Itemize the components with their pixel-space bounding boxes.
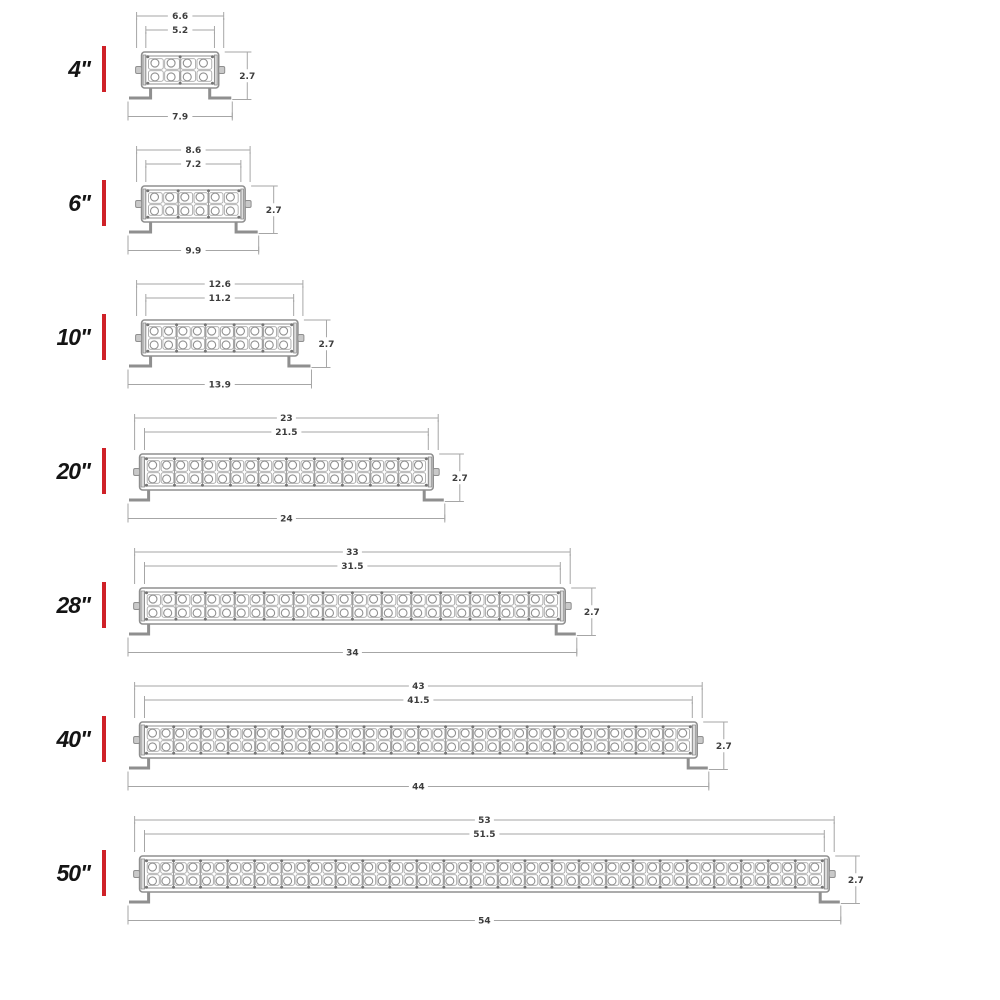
size-row-40in	[48, 676, 1000, 804]
dim-top-outer	[135, 548, 571, 558]
size-label-group	[48, 314, 106, 360]
dimension-label: 13.9	[208, 380, 231, 391]
size-row-50in	[48, 810, 1000, 938]
size-label-group	[48, 448, 106, 494]
accent-tick	[102, 180, 106, 226]
dimension-label: 2.7	[265, 205, 282, 216]
dimension-label: 44	[412, 782, 425, 793]
dim-top-inner	[145, 696, 693, 706]
led-grid	[147, 727, 689, 753]
end-cap-left	[141, 457, 144, 487]
dim-height	[319, 320, 335, 368]
dimension-label: 2.7	[715, 741, 732, 752]
end-cap-right	[428, 457, 431, 487]
lightbar-drawing-40in	[120, 676, 1000, 804]
dim-bottom	[128, 917, 841, 927]
dimension-label: 31.5	[341, 562, 364, 572]
lightbar-drawing-28in	[120, 542, 1000, 670]
dim-height	[239, 52, 255, 100]
dimension-label: 8.6	[185, 146, 202, 156]
size-row-4in	[48, 6, 1000, 134]
bolt-left	[134, 469, 140, 476]
size-label-group	[48, 582, 106, 628]
lightbar-body	[136, 320, 304, 356]
dim-top-outer	[135, 414, 439, 424]
lightbar-drawing-10in	[120, 274, 1000, 402]
size-label: 40"	[56, 725, 90, 752]
accent-tick	[102, 582, 106, 628]
accent-tick	[102, 448, 106, 494]
dimension-label: 41.5	[407, 696, 430, 706]
end-cap-right	[824, 859, 827, 889]
bolt-right	[219, 67, 225, 74]
dim-height	[266, 186, 282, 234]
bolt-left	[134, 603, 140, 610]
lightbar-drawing-20in	[120, 408, 1000, 536]
dimension-label: 11.2	[208, 294, 231, 304]
dim-top-inner	[146, 160, 241, 170]
bolt-right	[829, 871, 835, 878]
dimension-label: 12.6	[208, 280, 231, 290]
bolt-right	[245, 201, 251, 208]
dim-height	[452, 454, 468, 502]
dimension-label: 33	[346, 548, 359, 558]
dim-bottom	[128, 515, 445, 525]
dimension-label: 7.2	[185, 160, 202, 170]
accent-tick	[102, 314, 106, 360]
dim-top-outer	[135, 816, 835, 826]
lightbar-drawing-50in	[120, 810, 1000, 938]
dimension-label: 7.9	[172, 112, 189, 123]
dimension-label: 54	[478, 916, 491, 927]
dim-top-outer	[137, 146, 251, 156]
dim-height	[848, 856, 864, 904]
bolt-right	[298, 335, 304, 342]
dimension-label: 2.7	[239, 71, 256, 82]
dim-top-inner	[145, 830, 825, 840]
dim-bottom	[128, 381, 311, 391]
dimension-label: 23	[280, 414, 293, 424]
dim-top-inner	[146, 26, 215, 36]
dimension-label: 2.7	[451, 473, 468, 484]
bolt-left	[136, 201, 142, 208]
size-label: 4"	[68, 55, 90, 82]
end-cap-left	[141, 725, 144, 755]
size-label-group	[48, 850, 106, 896]
dimension-label: 53	[478, 816, 491, 826]
dimension-label: 21.5	[275, 428, 298, 438]
dim-top-inner	[145, 562, 561, 572]
lightbar-body	[134, 856, 836, 892]
size-label-group	[48, 716, 106, 762]
bolt-right	[697, 737, 703, 744]
end-cap-right	[560, 591, 563, 621]
dimension-label: 43	[412, 682, 425, 692]
size-label-group	[48, 46, 106, 92]
size-label: 10"	[56, 323, 90, 350]
bolt-left	[136, 67, 142, 74]
dim-bottom	[128, 247, 259, 257]
accent-tick	[102, 46, 106, 92]
dim-top-outer	[137, 280, 303, 290]
size-label: 28"	[56, 591, 90, 618]
dim-bottom	[128, 649, 577, 659]
dim-height	[584, 588, 600, 636]
size-row-20in	[48, 408, 1000, 536]
lightbar-drawing-6in	[120, 140, 1000, 268]
size-label: 50"	[56, 859, 90, 886]
bolt-left	[134, 871, 140, 878]
dimension-label: 2.7	[847, 875, 864, 886]
size-label: 20"	[56, 457, 90, 484]
bolt-left	[136, 335, 142, 342]
bolt-left	[134, 737, 140, 744]
dimension-label: 2.7	[583, 607, 600, 618]
dim-top-inner	[145, 428, 429, 438]
dimension-label: 2.7	[318, 339, 335, 350]
dimension-label: 34	[346, 648, 359, 659]
dim-bottom	[128, 113, 232, 123]
dim-top-inner	[146, 294, 294, 304]
dim-top-outer	[137, 12, 224, 22]
dim-bottom	[128, 783, 709, 793]
dim-height	[716, 722, 732, 770]
size-label-group	[48, 180, 106, 226]
size-row-10in	[48, 274, 1000, 402]
end-cap-left	[141, 591, 144, 621]
bolt-right	[433, 469, 439, 476]
dimension-label: 51.5	[473, 830, 496, 840]
accent-tick	[102, 716, 106, 762]
end-cap-left	[141, 859, 144, 889]
dim-top-outer	[135, 682, 703, 692]
dimension-label: 6.6	[172, 12, 189, 22]
size-row-6in	[48, 140, 1000, 268]
dimension-label: 5.2	[172, 26, 189, 36]
bolt-right	[565, 603, 571, 610]
dimension-label: 9.9	[185, 246, 202, 257]
accent-tick	[102, 850, 106, 896]
size-label: 6"	[68, 189, 90, 216]
size-row-28in	[48, 542, 1000, 670]
lightbar-drawing-4in	[120, 6, 1000, 134]
dimension-label: 24	[280, 514, 293, 525]
end-cap-right	[692, 725, 695, 755]
lightbar-body	[136, 186, 252, 222]
